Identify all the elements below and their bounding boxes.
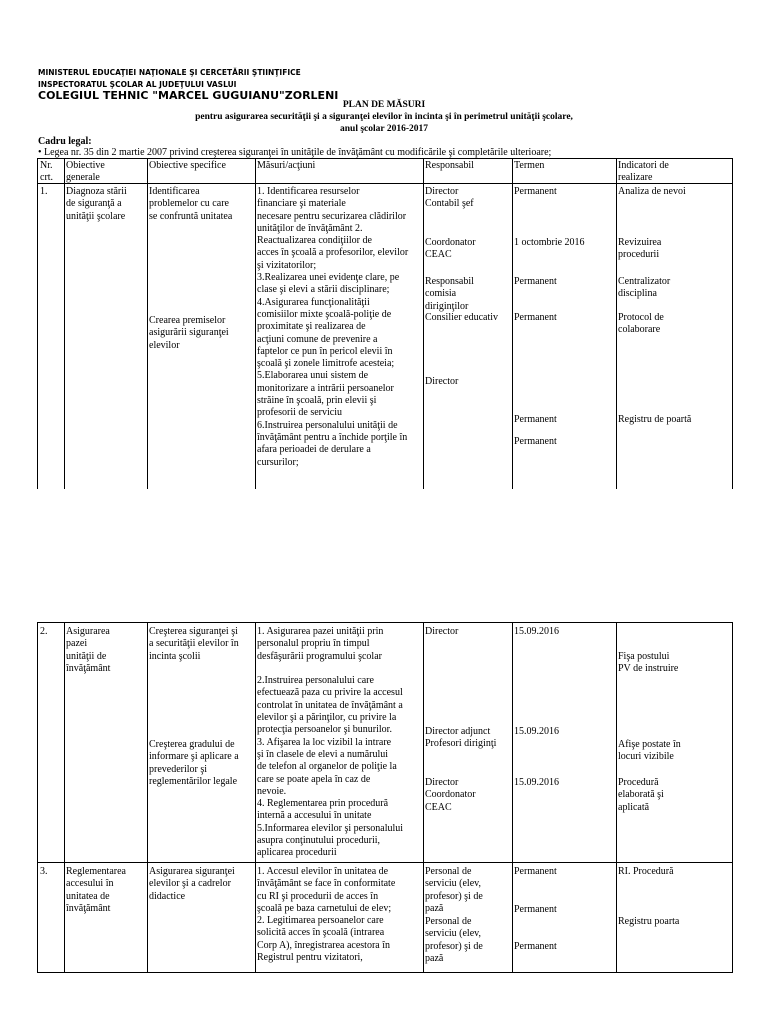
row2-responsible-1: Director bbox=[425, 626, 459, 637]
row1-responsible-2: Coordonator CEAC bbox=[425, 237, 476, 261]
row3-term-2: Permanent bbox=[514, 904, 557, 915]
row3-specific-objective: Asigurarea siguranţei elevilor şi a cadrelor didactice bbox=[149, 866, 235, 902]
document-subtitle: pentru asigurarea securităţii şi a siguranţei elevilor în incinta şi în perimetrul unităţii şcolare, bbox=[195, 112, 573, 122]
row3-indicator-1: RI. Procedură bbox=[618, 866, 674, 877]
school-year: anul şcolar 2016-2017 bbox=[340, 124, 428, 134]
row2-term-2: 15.09.2016 bbox=[514, 726, 559, 737]
row2-nr: 2. bbox=[40, 626, 48, 637]
row1-responsible-5: Director bbox=[425, 376, 459, 387]
row1-responsible-3: Responsabil comisia diriginţilor bbox=[425, 276, 474, 312]
row1-term-2: 1 octombrie 2016 bbox=[514, 237, 585, 248]
inspectorate-name: INSPECTORATUL ŞCOLAR AL JUDEŢULUI VASLUI bbox=[38, 80, 237, 89]
row2-responsible-2: Director adjunct Profesori diriginţi bbox=[425, 726, 497, 750]
row2-term-1: 15.09.2016 bbox=[514, 626, 559, 637]
row2-term-3: 15.09.2016 bbox=[514, 777, 559, 788]
row2-indicator-1: Fişa postului PV de instruire bbox=[618, 651, 679, 675]
row2-general-objective: Asigurarea pazei unităţii de învăţământ bbox=[66, 626, 111, 674]
row3-term-1: Permanent bbox=[514, 866, 557, 877]
header-actions: Măsuri/acţiuni bbox=[257, 160, 316, 171]
school-name: COLEGIUL TEHNIC "MARCEL GUGUIANU"ZORLENI bbox=[38, 89, 339, 102]
row1-term-3: Permanent bbox=[514, 276, 557, 287]
row1-term-1: Permanent bbox=[514, 186, 557, 197]
row1-indicator-4: Protocol de colaborare bbox=[618, 312, 664, 336]
row1-indicator-2: Revizuirea procedurii bbox=[618, 237, 662, 261]
legal-framework-label: Cadru legal: bbox=[38, 136, 92, 147]
legal-reference: • Legea nr. 35 din 2 martie 2007 privind creşterea siguranţei în unităţile de învăţământ cu modificările şi completările ulterioare; bbox=[38, 147, 552, 158]
row3-responsible-1: Personal de serviciu (elev, profesor) şi de pază bbox=[425, 866, 483, 914]
row3-responsible-2: Personal de serviciu (elev, profesor) şi de pază bbox=[425, 916, 483, 964]
row1-term-6: Permanent bbox=[514, 436, 557, 447]
row1-nr: 1. bbox=[40, 186, 48, 197]
header-indicators: Indicatori de realizare bbox=[618, 160, 669, 184]
row1-indicator-5: Registru de poartă bbox=[618, 414, 692, 425]
row2-specific-objective-a: Creşterea siguranţei şi a securităţii elevilor în incinta şcolii bbox=[149, 626, 239, 662]
row1-specific-objective-b: Crearea premiselor asigurării siguranţei elevilor bbox=[149, 315, 229, 351]
row1-responsible-4: Consilier educativ bbox=[425, 312, 499, 323]
row1-term-5: Permanent bbox=[514, 414, 557, 425]
row1-general-objective: Diagnoza stării de siguranţă a unităţii şcolare bbox=[66, 186, 127, 222]
row2-specific-objective-b: Creşterea gradului de informare şi aplicare a prevederilor şi reglementărilor legale bbox=[149, 739, 239, 787]
row3-nr: 3. bbox=[40, 866, 48, 877]
header-nr: Nr. crt. bbox=[40, 160, 54, 184]
row1-specific-objective-a: Identificarea problemelor cu care se confruntă unitatea bbox=[149, 186, 233, 222]
row2-indicator-3: Procedură elaborată şi aplicată bbox=[618, 777, 664, 813]
row2-responsible-3: Director Coordonator CEAC bbox=[425, 777, 476, 813]
ministry-name: MINISTERUL EDUCAŢIEI NAŢIONALE ŞI CERCETĂRII ŞTIINŢIFICE bbox=[38, 68, 301, 77]
measures-table-page1 bbox=[37, 158, 733, 489]
document-title: PLAN DE MĂSURI bbox=[342, 100, 426, 110]
header-specific-objectives: Obiective specifice bbox=[149, 160, 226, 171]
row3-indicator-2: Registru poarta bbox=[618, 916, 680, 927]
row3-term-3: Permanent bbox=[514, 941, 557, 952]
row2-actions: 1. Asigurarea pazei unităţii prin personalul propriu în timpul desfăşurării programului şcolar 2.Instruirea personalului care efectuează paza cu privire la accesul controlat în unitatea de învăţământ a elevilor şi a părinţilor, cu privire la protecţia persoanelor şi bunurilor. 3. Afişarea la loc vizibil la intrare şi în clasele de elevi a numărului de telefon al organelor de poliţie la care se poate apela în caz de nevoie. 4. Reglementarea prin procedură internă a accesului în unitate 5.Informarea elevilor şi personalului asupra conţinutului procedurii, aplicarea procedurii bbox=[257, 626, 404, 859]
row1-indicator-1: Analiza de nevoi bbox=[618, 186, 686, 197]
header-responsible: Responsabil bbox=[425, 160, 474, 171]
row1-responsible-1: Director Contabil şef bbox=[425, 186, 474, 210]
row3-actions: 1. Accesul elevilor în unitatea de învăţământ se face în conformitate cu RI şi procedurii de acces în şcoală pe baza carnetului de elev; 2. Legitimarea persoanelor care solicită acces în şcoală (intrarea Corp A), înregistrarea acestora în Registrul pentru vizitatori, bbox=[257, 866, 396, 964]
measures-table-page2 bbox=[37, 622, 733, 973]
row1-actions: 1. Identificarea resurselor financiare şi materiale necesare pentru securizarea clădirilor unităţilor de învăţământ 2. Reactualizarea condiţiilor de acces în şcoală a profesorilor, elevilor şi vizitatorilor; 3.Realizarea unei evidenţe clare, pe clase şi elevi a stării disciplinare; 4.Asigurarea funcţionalităţii comisiilor mixte şcoală-poliţie de proximitate şi realizarea de acţiuni comune de prevenire a faptelor ce pun în pericol elevii în şcoală şi zonele limitrofe acesteia; 5.Elaborarea unui sistem de monitorizare a intrării persoanelor străine în şcoală, prin elevii şi profesorii de serviciu 6.Instruirea personalului unităţii de învăţământ pentru a închide porţile în afara perioadei de derulare a cursurilor; bbox=[257, 186, 409, 468]
row3-general-objective: Reglementarea accesului în unitatea de învăţământ bbox=[66, 866, 126, 914]
row1-indicator-3: Centralizator disciplina bbox=[618, 276, 671, 300]
row2-indicator-2: Afişe postate în locuri vizibile bbox=[618, 739, 681, 763]
row1-term-4: Permanent bbox=[514, 312, 557, 323]
header-term: Termen bbox=[514, 160, 545, 171]
header-general-objectives: Obiective generale bbox=[66, 160, 105, 184]
